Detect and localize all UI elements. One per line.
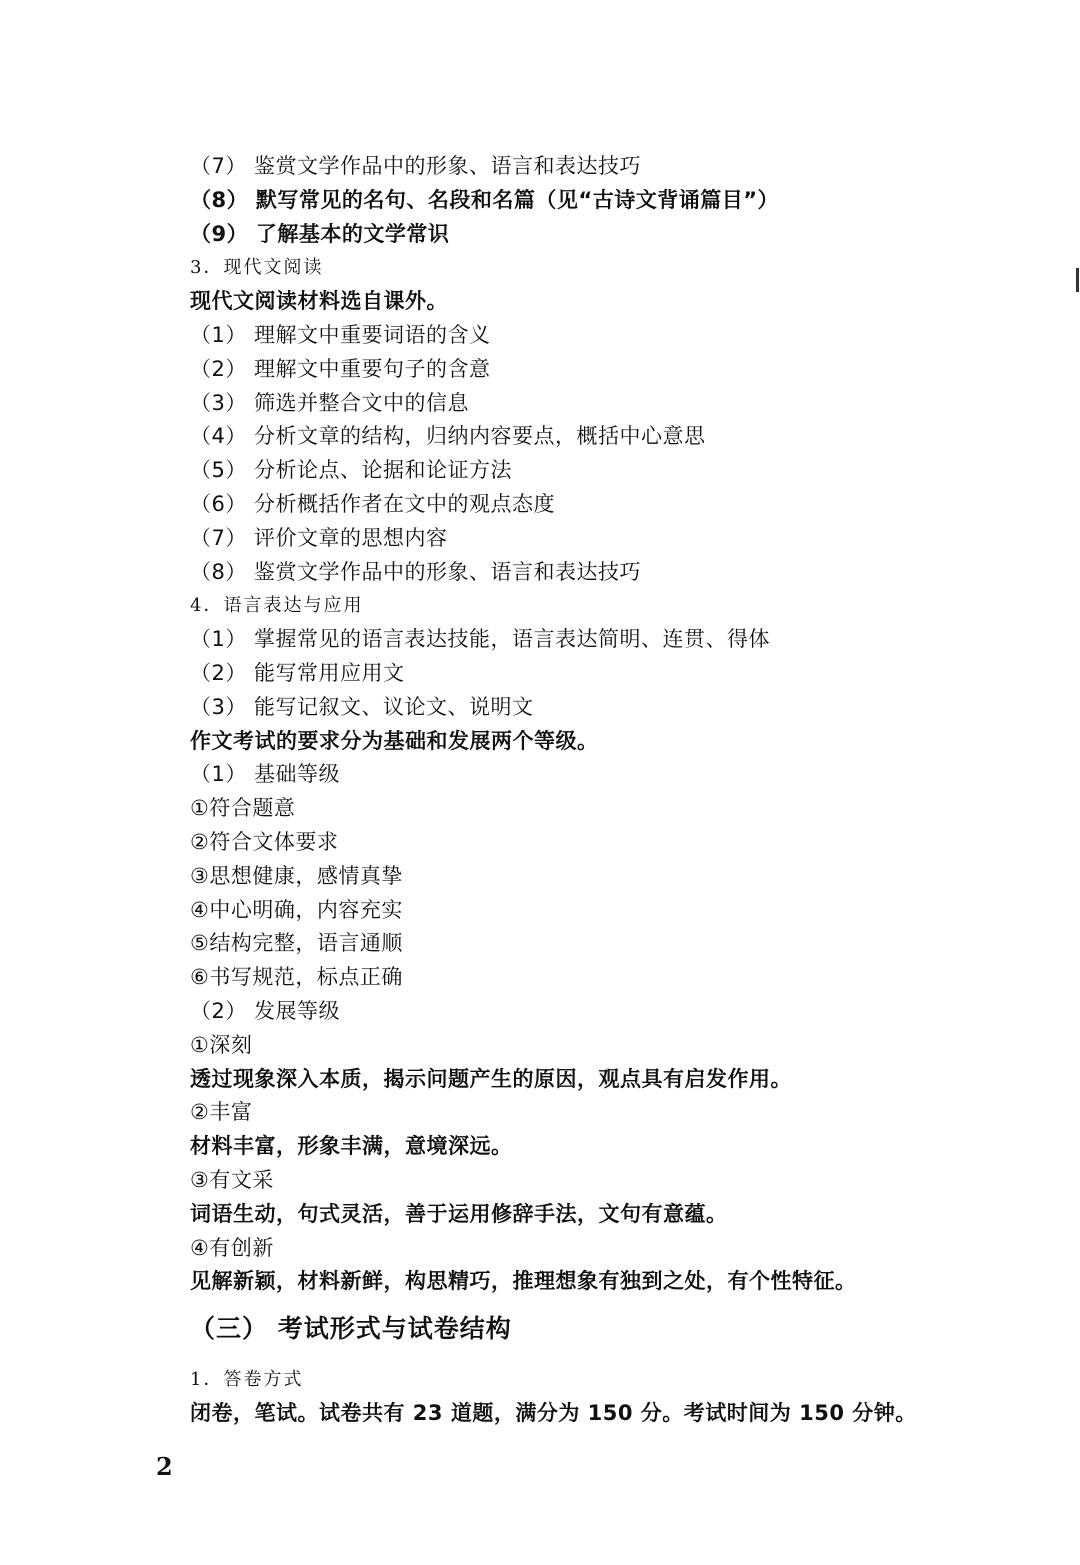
text-line: （5） 分析论点、论据和论证方法 [190, 458, 513, 483]
text-line: 见解新颖，材料新鲜，构思精巧，推理想象有独到之处，有个性特征。 [190, 1269, 857, 1294]
sub-heading: 1．答卷方式 [190, 1369, 304, 1391]
text-line: （1） 基础等级 [190, 762, 341, 787]
text-line: （8） 默写常见的名句、名段和名篇（见“古诗文背诵篇目”） [190, 187, 780, 212]
text-line: ②符合文体要求 [190, 829, 339, 854]
text-line: （1） 理解文中重要词语的含义 [190, 322, 491, 347]
text-line: ③有文采 [190, 1167, 274, 1192]
text-line: 现代文阅读材料选自课外。 [190, 289, 448, 314]
text-line: （2） 发展等级 [190, 998, 341, 1023]
text-line: ①符合题意 [190, 796, 296, 821]
sub-heading: 3．现代文阅读 [190, 257, 324, 279]
text-line: （2） 理解文中重要句子的含意 [190, 356, 491, 381]
text-line: ③思想健康，感情真挚 [190, 863, 403, 888]
text-line: （9） 了解基本的文学常识 [190, 221, 450, 246]
answer-format-block [190, 1363, 970, 1431]
text-line: ⑤结构完整，语言通顺 [190, 931, 403, 956]
text-line: 作文考试的要求分为基础和发展两个等级。 [190, 728, 599, 753]
text-line: 词语生动，句式灵活，善于运用修辞手法，文句有意蕴。 [190, 1201, 728, 1226]
text-line: （7） 评价文章的思想内容 [190, 525, 448, 550]
text-line: ④有创新 [190, 1235, 274, 1260]
sub-heading: 4．语言表达与应用 [190, 595, 364, 617]
text-line: （4） 分析文章的结构，归纳内容要点，概括中心意思 [190, 424, 706, 449]
text-line: ①深刻 [190, 1032, 253, 1057]
text-line: （2） 能写常用应用文 [190, 660, 405, 685]
scan-edge-mark [1076, 268, 1079, 292]
text-line: ②丰富 [190, 1100, 253, 1125]
text-line: ④中心明确，内容充实 [190, 897, 403, 922]
text-line: （1） 掌握常见的语言表达技能，语言表达简明、连贯、得体 [190, 627, 771, 652]
section-heading: （三） 考试形式与试卷结构 [190, 1314, 512, 1344]
text-line: ⑥书写规范，标点正确 [190, 965, 403, 990]
text-line: （3） 筛选并整合文中的信息 [190, 390, 470, 415]
page-number: 2 [156, 1452, 173, 1481]
text-line: 透过现象深入本质，揭示问题产生的原因，观点具有启发作用。 [190, 1066, 792, 1091]
text-line: （8） 鉴赏文学作品中的形象、语言和表达技巧 [190, 559, 642, 584]
text-line: 闭卷，笔试。试卷共有 23 道题，满分为 150 分。考试时间为 150 分钟。 [190, 1400, 917, 1425]
text-line: （6） 分析概括作者在文中的观点态度 [190, 491, 556, 516]
text-line: （7） 鉴赏文学作品中的形象、语言和表达技巧 [190, 154, 642, 178]
text-line: （3） 能写记叙文、议论文、说明文 [190, 694, 534, 719]
page-content [190, 150, 970, 1431]
text-line: 材料丰富，形象丰满，意境深远。 [190, 1134, 513, 1159]
exam-requirements-list [190, 150, 970, 1299]
